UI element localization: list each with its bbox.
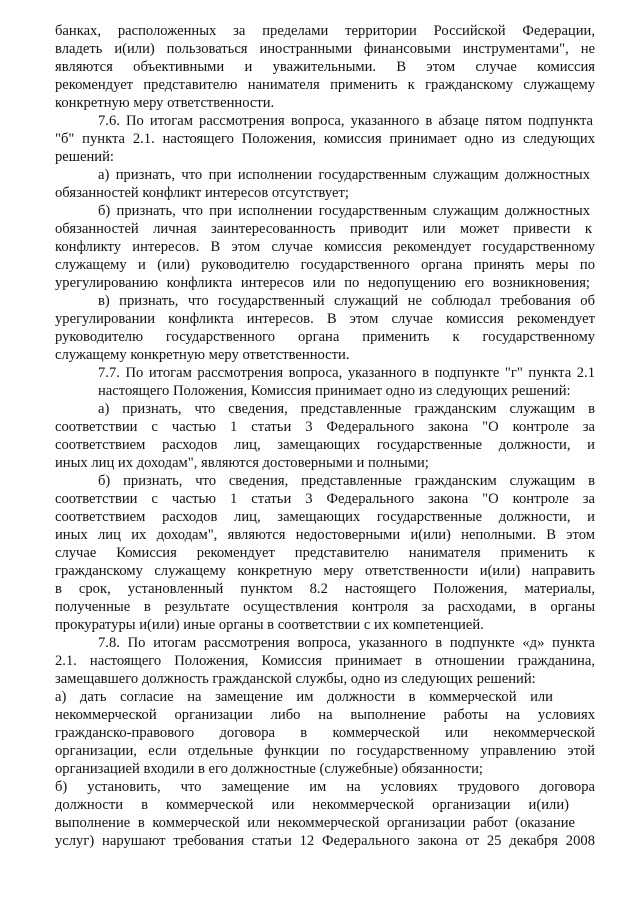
text-line: урегулировании конфликта интересов. В этом случае комиссия рекомендует xyxy=(55,311,595,327)
text-line: конфликту интересов. В этом случае комиссия рекомендует государственному xyxy=(55,239,595,255)
text-line: случае Комиссия рекомендует представителю нанимателя применить к xyxy=(55,545,595,561)
text-line: гражданско-правового договора в коммерческой или некоммерческой xyxy=(55,725,595,741)
text-line: а) признать, что сведения, представленные гражданским служащим в xyxy=(98,401,595,417)
text-line: урегулированию конфликта интересов или по недопущению его возникновения; xyxy=(55,275,590,291)
text-line: в срок, установленный пунктом 8.2 настоящего Положения, материалы, xyxy=(55,581,595,597)
text-line: 7.7. По итогам рассмотрения вопроса, указанного в подпункте "г" пункта 2.1 xyxy=(98,365,595,381)
text-line: служащему конкретную меру ответственности. xyxy=(55,347,350,363)
text-line: б) установить, что замещение им на условиях трудового договора xyxy=(55,779,595,795)
text-line: полученные в результате осуществления контроля за расходами, в органы xyxy=(55,599,595,615)
text-line: б) признать, что при исполнении государственным служащим должностных xyxy=(98,203,590,219)
text-line: соответствии с частью 1 статьи 3 Федерального закона "О контроле за xyxy=(55,419,595,435)
text-line: должности в коммерческой или некоммерческой организации и(или) xyxy=(55,797,569,813)
text-line: 2.1. настоящего Положения, Комиссия принимает в отношении гражданина, xyxy=(55,653,595,669)
text-line: конкретную меру ответственности. xyxy=(55,95,275,111)
text-line: решений: xyxy=(55,149,114,165)
text-line: б) признать, что сведения, представленные гражданским служащим в xyxy=(98,473,595,489)
text-line: соответствии с частью 1 статьи 3 Федерального закона "О контроле за xyxy=(55,491,595,507)
text-line: обязанностей личная заинтересованность приводит или может привести к xyxy=(55,221,592,237)
text-line: соответствием расходов лиц, замещающих государственные должности, и xyxy=(55,509,595,525)
text-line: банках, расположенных за пределами территории Российской Федерации, xyxy=(55,23,595,39)
text-line: гражданскому служащему конкретную меру ответственности и(или) направить xyxy=(55,563,595,579)
text-line: а) дать согласие на замещение им должности в коммерческой или xyxy=(55,689,553,705)
text-line: обязанностей конфликт интересов отсутствует; xyxy=(55,185,349,201)
text-line: рекомендует представителю нанимателя применить к гражданскому служащему xyxy=(55,77,595,93)
text-line: услуг) нарушают требования статьи 12 Федерального закона от 25 декабря 2008 xyxy=(55,833,595,849)
text-line: являются объективными и уважительными. В этом случае комиссия xyxy=(55,59,595,75)
text-line: замещавшего должность гражданской службы, одно из следующих решений: xyxy=(55,671,536,687)
text-line: а) признать, что при исполнении государственным служащим должностных xyxy=(98,167,590,183)
text-line: организации, если отдельные функции по государственному управлению этой xyxy=(55,743,595,759)
text-line: "б" пункта 2.1. настоящего Положения, комиссия принимает одно из следующих xyxy=(55,131,595,147)
text-line: некоммерческой организации либо на выполнение работы на условиях xyxy=(55,707,595,723)
text-line: выполнение в коммерческой или некоммерческой организации работ (оказание xyxy=(55,815,575,831)
text-line: 7.8. По итогам рассмотрения вопроса, указанного в подпункте «д» пункта xyxy=(98,635,595,651)
text-line: настоящего Положения, Комиссия принимает одно из следующих решений: xyxy=(98,383,571,399)
text-line: в) признать, что государственный служащий не соблюдал требования об xyxy=(98,293,595,309)
text-line: служащему и (или) руководителю государственного органа принять меры по xyxy=(55,257,595,273)
text-line: иных лиц их доходам", являются недостоверными и(или) неполными. В этом xyxy=(55,527,595,543)
text-line: владеть и(или) пользоваться иностранными финансовыми инструментами", не xyxy=(55,41,595,57)
text-line: организацией входили в его должностные (служебные) обязанности; xyxy=(55,761,483,777)
text-line: соответствием расходов лиц, замещающих государственные должности, и xyxy=(55,437,595,453)
text-line: руководителю государственного органа применить к государственному xyxy=(55,329,595,345)
text-line: иных лиц их доходам", являются достоверными и полными; xyxy=(55,455,429,471)
text-line: 7.6. По итогам рассмотрения вопроса, указанного в абзаце пятом подпункта xyxy=(98,113,593,129)
text-line: прокуратуры и(или) иные органы в соответствии с их компетенцией. xyxy=(55,617,484,633)
